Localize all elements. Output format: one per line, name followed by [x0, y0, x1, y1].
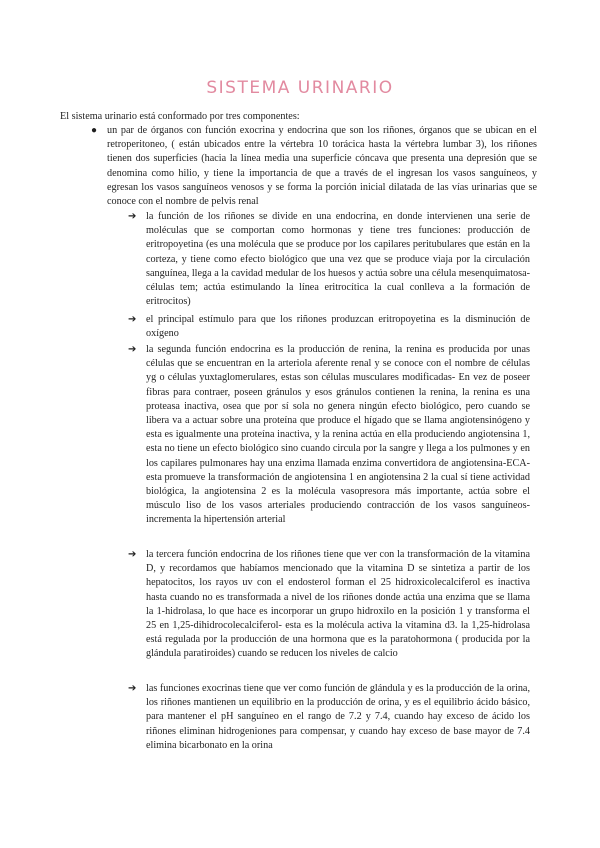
arrow-icon: ➔: [128, 314, 137, 325]
list-item: la función de los riñones se divide en una endocrina, en donde intervienen una serie de moléculas que se comportan como hormonas y tiene tres funciones: producción de eritropoyetina (es una molécula que se produce por los capilares peritubulares que están en la corteza, y tiene como efecto biológico que una vez que se produce viaja por la circulación sanguínea, llega a la cavidad medular de los huesos y actúa sobre una célula mesenquimatosa- células tem; actúa estimulando la línea eritrocítica la cual conlleva a la formación de eritrocitos): [146, 211, 530, 308]
arrow-icon: ➔: [128, 211, 137, 222]
bullet-icon: ●: [91, 125, 98, 136]
list-item: la segunda función endocrina es la producción de renina, la renina es producida por unas células que se encuentran en la arteriola aferente renal y se conoce con el nombre de células yg o células yuxtaglomerulares, estas son células musculares modificadas- En vez de poseer fibras para contraer, poseen gránulos y esos gránulos contienen la renina, la renina es una proteasa inactiva, osea que por sí sola no genera ningún efecto biológico, pero cuando se libera va a actuar sobre una proteína que produce el hígado que se llama angiotensinógeno y esta es igualmente una proteína inactiva, y la renina actúa en ella produciendo angiotensina 1, esta no tiene un efecto biológico sino cuando circula por la sangre y llega a los pulmones y en los capilares pulmonares hay una enzima llamada enzima convertidora de angiotensina-ECA- esta promueve la transformación de angiotensina 1 en angiotensina 2 la cual sí tiene actividad biológica, la angiotensina 2 es la molécula vasopresora más importante, actúa sobre el músculo liso de los vasos arteriales produciendo contracción de los vasos sanguíneos- incrementa la hipertensión arterial: [146, 344, 530, 526]
intro-paragraph: El sistema urinario está conformado por tres componentes:: [60, 111, 300, 122]
list-item: las funciones exocrinas tiene que ver como función de glándula y es la producción de la orina, los riñones mantienen un equilibrio en la producción de orina, y es el equilibrio ácido básico, para mantener el pH sanguíneo en el rango de 7.2 y 7.4, cuando hay exceso de ácido los riñones eliminan hidrogeniones para compensar, y cuando hay exceso de base mayor de 7.4 elimina bicarbonato en la orina: [146, 683, 530, 751]
main-bullet-text: un par de órganos con función exocrina y endocrina que son los riñones, órganos que se ubican en el retroperitoneo, ( están ubicados entre la vértebra 10 torácica hasta la vértebra lumbar 3), los riñones tienen dos superficies (hacia la línea media una superficie cóncava que presenta una depresión que se denomina como hilio, y tiene la importancia de que a través de el ingresan los vasos sanguíneos, y egresan los vasos sanguíneos venosos y se forma la porción inicial dilatada de las vías urinarias que se conoce con el nombre de pelvis renal: [107, 125, 537, 208]
list-item: la tercera función endocrina de los riñones tiene que ver con la transformación de la vitamina D, y recordamos que habíamos mencionado que la vitamina D se sintetiza a partir de los hepatocitos, los rayos uv con el endosterol forman el 25 hidroxicolecalciferol es inactiva hasta cuando no es transformada a nivel de los riñones donde actúa una enzima que se llama la 1-hidrolasa, lo que hace es incorporar un grupo hidroxilo en la posición 1 y transforma el 25 en 1,25-dihidrocolecalciferol- esta es la molécula activa la vitamina d3. la 1,25-hidrolasa está regulada por la producción de una hormona que es la paratohormona ( producida por la glándula paratiroides) cuando se reducen los niveles de calcio: [146, 549, 530, 660]
arrow-icon: ➔: [128, 683, 137, 694]
arrow-icon: ➔: [128, 344, 137, 355]
list-item: el principal estímulo para que los riñones produzcan eritropoyetina es la disminución de oxígeno: [146, 314, 530, 340]
page-title: SISTEMA URINARIO: [206, 78, 394, 98]
arrow-icon: ➔: [128, 549, 137, 560]
